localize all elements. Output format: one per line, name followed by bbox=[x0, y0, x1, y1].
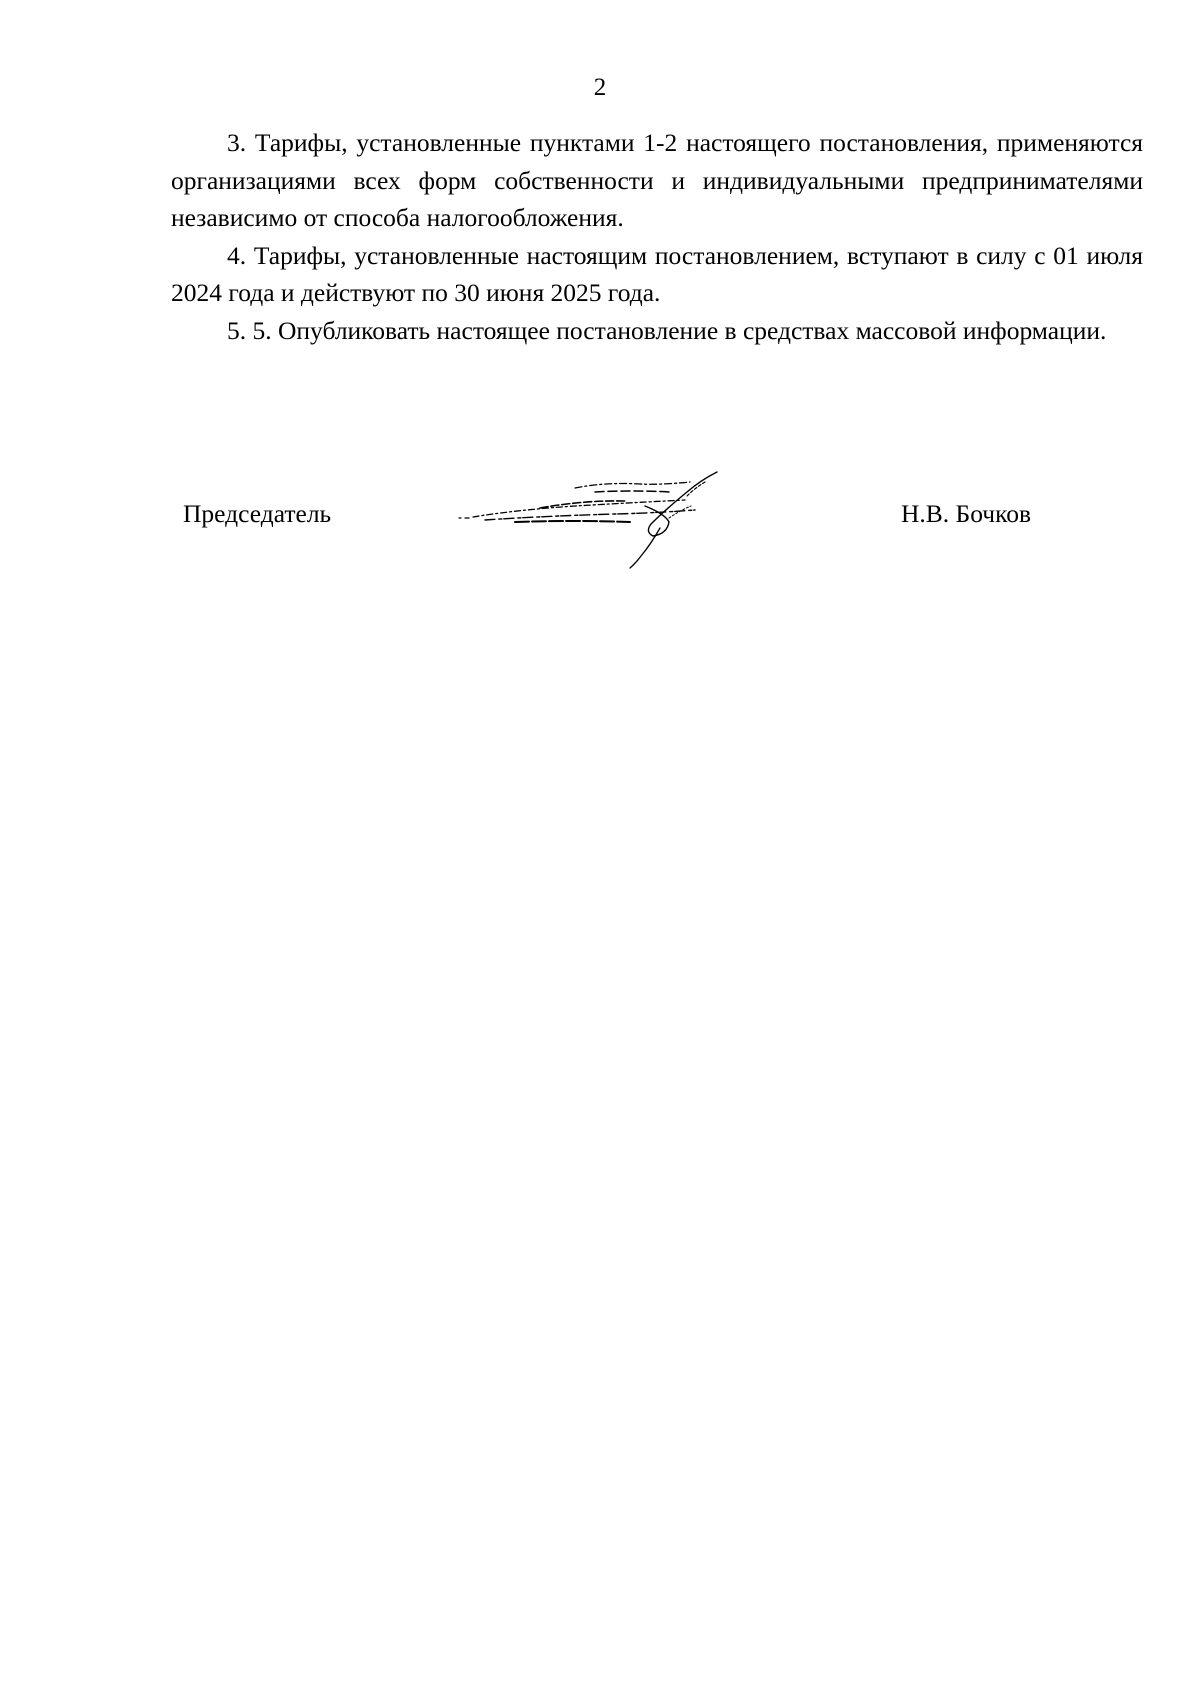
signature-block bbox=[0, 470, 1200, 580]
paragraph-5: 5. 5. Опубликовать настоящее постановление в средствах массовой информации. bbox=[227, 315, 1107, 345]
paragraph-4: 4. Тарифы, установленные настоящим постановлением, вступают в силу с 01 июля 2024 года и действуют по 30 июня 2025 года. bbox=[171, 240, 1143, 307]
document-body bbox=[171, 124, 1143, 349]
paragraph-3: 3. Тарифы, установленные пунктами 1-2 настоящего постановления, применяются организациями всех форм собственности и индивидуальными предпринимателями независимо от способа налогообложения. bbox=[171, 128, 1143, 232]
page-number: 2 bbox=[593, 74, 607, 101]
signatory-role: Председатель bbox=[183, 499, 332, 528]
handwritten-signature bbox=[455, 470, 755, 570]
signatory-name: Н.В. Бочков bbox=[901, 499, 1031, 528]
